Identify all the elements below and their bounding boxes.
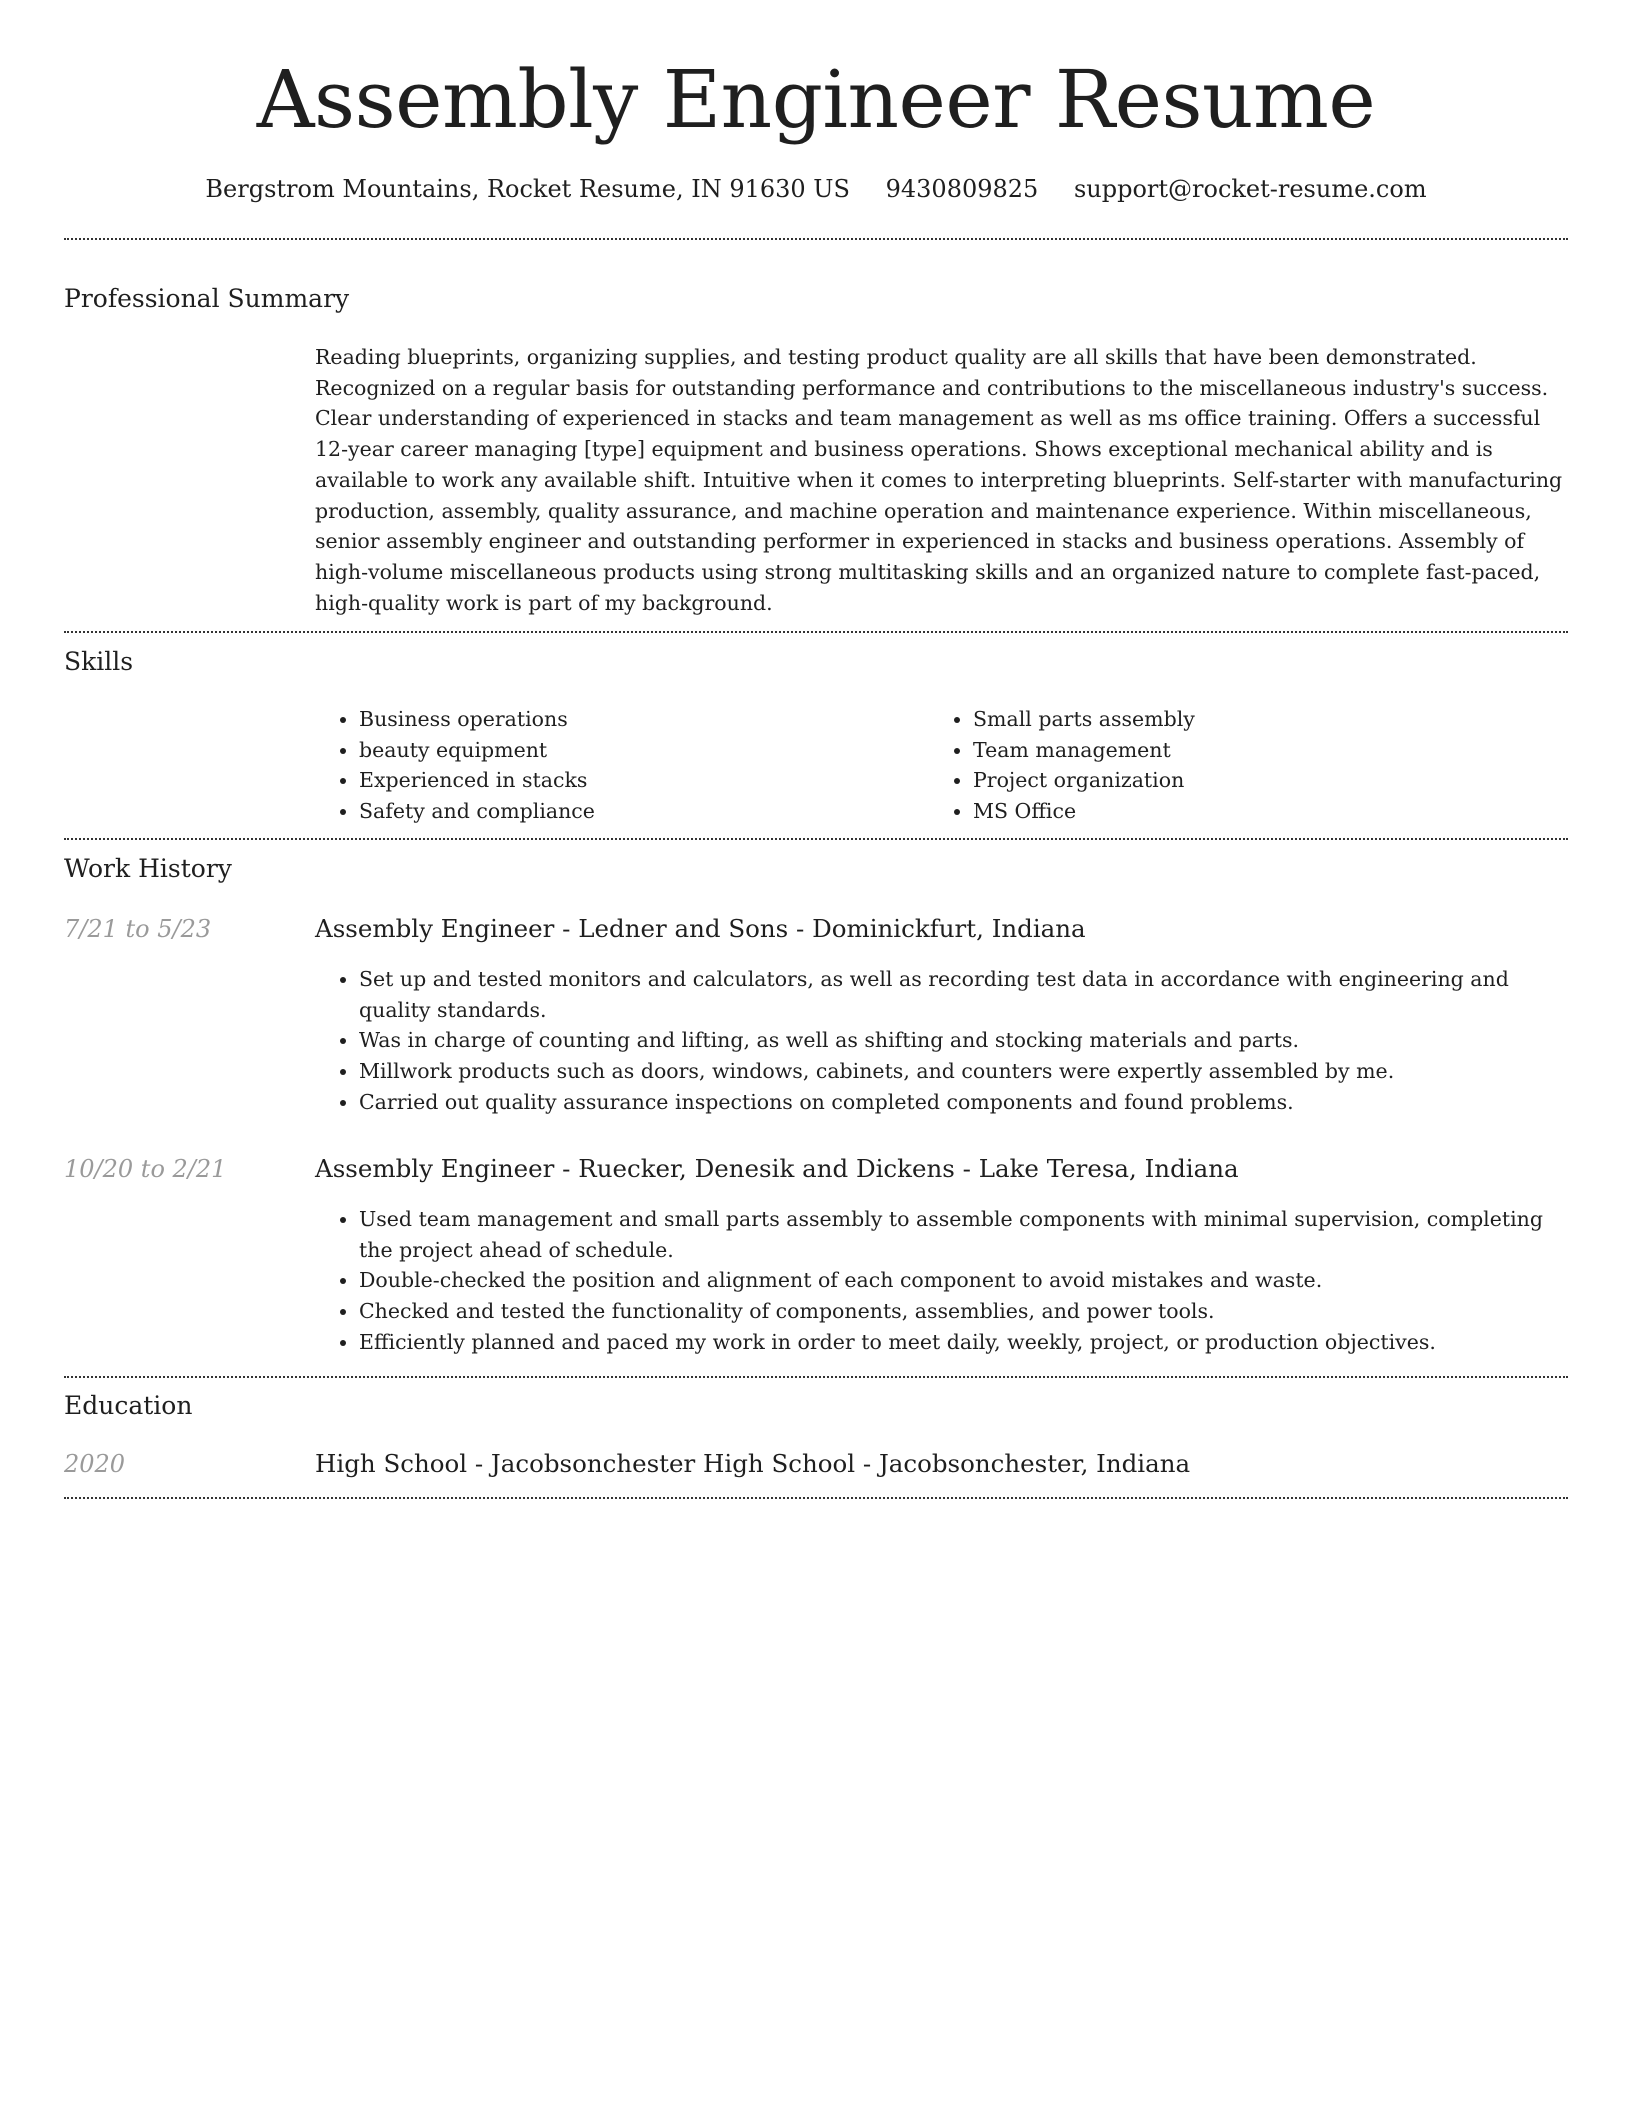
- skill-item: • Project organization: [973, 765, 1543, 796]
- job-dates: 7/21 to 5/23: [64, 915, 212, 943]
- summary-text: Reading blueprints, organizing supplies, and testing product quality are all skills that have been demonstrated. Recognized on a regular basis for outstanding performance and contributions to the miscellaneous industry's success. Clear understanding of experienced in stacks and team management as well as ms office training. Offers a successful 12-year career managing [type] equipment and business operations. Shows exceptional mechanical ability and is available to work any available shift. Intuitive when it comes to interpreting blueprints. Self-starter with manufacturing production, assembly, quality assurance, and machine operation and maintenance experience. Within miscellaneous, senior assembly engineer and outstanding performer in experienced in stacks and business operations. Assembly of high-volume miscellaneous products using strong multitasking skills and an organized nature to complete fast-paced, high-quality work is part of my background.: [315, 345, 1563, 615]
- section-title-skills: Skills: [64, 647, 134, 676]
- skill-item: • Team management: [973, 735, 1543, 766]
- job-bullet: • Carried out quality assurance inspections on completed components and found problems.: [359, 1087, 1568, 1118]
- skill-item: • Small parts assembly: [973, 704, 1543, 735]
- skill-item: • Safety and compliance: [359, 796, 929, 827]
- job-bullets: [315, 964, 1568, 1118]
- divider: [64, 238, 1568, 240]
- skills-column-right: [929, 704, 1543, 827]
- contact-address: Bergstrom Mountains, Rocket Resume, IN 91630 US: [205, 175, 850, 203]
- job-bullet: • Double-checked the position and alignment of each component to avoid mistakes and waste.: [359, 1265, 1568, 1296]
- job-bullet: • Efficiently planned and paced my work in order to meet daily, weekly, project, or production objectives.: [359, 1327, 1568, 1358]
- job-bullet: • Was in charge of counting and lifting, as well as shifting and stocking materials and parts.: [359, 1025, 1568, 1056]
- skill-item: • MS Office: [973, 796, 1543, 827]
- job-bullet: • Used team management and small parts assembly to assemble components with minimal supervision, completing the project ahead of schedule.: [359, 1204, 1568, 1265]
- divider: [64, 838, 1568, 840]
- resume-title: Assembly Engineer Resume: [256, 53, 1376, 146]
- job-heading: Assembly Engineer - Ledner and Sons - Dominickfurt, Indiana: [315, 914, 1086, 943]
- job-bullet: • Checked and tested the functionality of components, assemblies, and power tools.: [359, 1296, 1568, 1327]
- section-title-education: Education: [64, 1391, 193, 1420]
- section-title-summary: Professional Summary: [64, 284, 350, 313]
- divider: [64, 1376, 1568, 1378]
- job-bullet: • Set up and tested monitors and calculators, as well as recording test data in accordance with engineering and quality standards.: [359, 964, 1568, 1025]
- skills-column-left: [315, 704, 929, 827]
- contact-line: [0, 172, 1632, 206]
- skill-item: • Experienced in stacks: [359, 765, 929, 796]
- divider: [64, 631, 1568, 633]
- education-heading: High School - Jacobsonchester High School - Jacobsonchester, Indiana: [315, 1449, 1191, 1478]
- contact-email: support@rocket-resume.com: [1073, 175, 1427, 203]
- job-bullet: • Millwork products such as doors, windows, cabinets, and counters were expertly assembled by me.: [359, 1056, 1568, 1087]
- section-title-work: Work History: [64, 854, 232, 883]
- contact-phone: 9430809825: [885, 175, 1039, 203]
- divider: [64, 1497, 1568, 1499]
- skill-item: • Business operations: [359, 704, 929, 735]
- job-dates: 10/20 to 2/21: [64, 1155, 227, 1183]
- skill-item: • beauty equipment: [359, 735, 929, 766]
- job-bullets: [315, 1204, 1568, 1358]
- skills-list: [315, 704, 1568, 827]
- job-heading: Assembly Engineer - Ruecker, Denesik and Dickens - Lake Teresa, Indiana: [315, 1154, 1239, 1183]
- education-year: 2020: [64, 1450, 126, 1478]
